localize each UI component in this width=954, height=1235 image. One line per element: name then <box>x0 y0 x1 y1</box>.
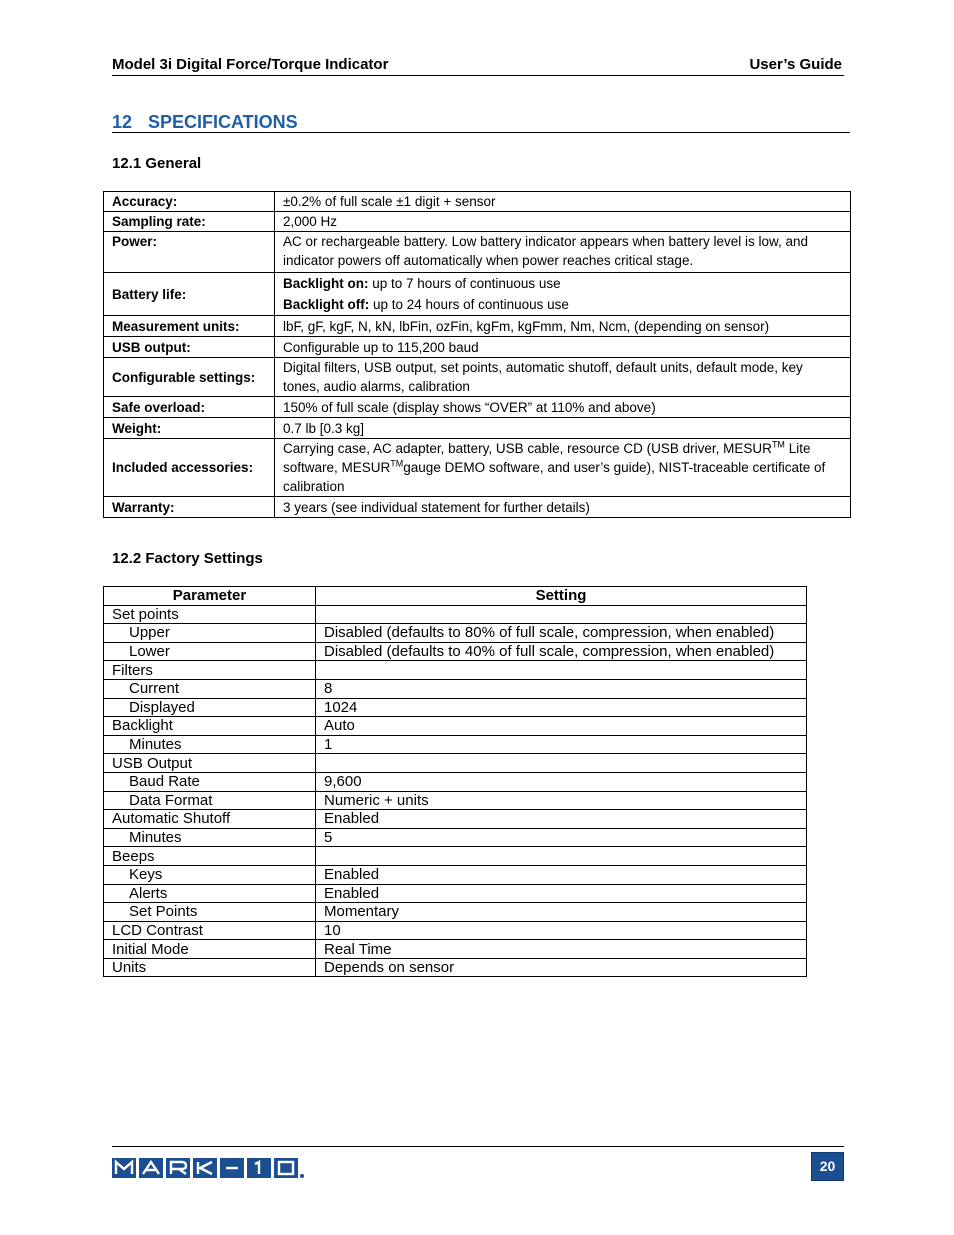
parameter-cell: Upper <box>104 624 316 643</box>
footer-rule <box>112 1146 844 1147</box>
table-row <box>104 828 807 847</box>
setting-cell: 9,600 <box>316 772 807 791</box>
table-row <box>104 958 807 977</box>
spec-label: Weight: <box>104 418 275 439</box>
setting-cell <box>316 847 807 866</box>
parameter-cell: Initial Mode <box>104 940 316 959</box>
table-row <box>104 698 807 717</box>
setting-cell: 8 <box>316 679 807 698</box>
table-row <box>104 903 807 922</box>
parameter-cell: Beeps <box>104 847 316 866</box>
factory-heading: 12.2 Factory Settings <box>112 550 263 567</box>
accessories-text-1: Carrying case, AC adapter, battery, USB cable, resource CD (USB driver, MESUR <box>283 441 772 456</box>
spec-value: Digital filters, USB output, set points, automatic shutoff, default units, default mode, key tones, audio alarms, calibration <box>275 358 851 397</box>
accessories-text-3: gauge DEMO software, and user’s guide), NIST-traceable certificate of calibration <box>283 460 826 494</box>
guide-label: User’s Guide <box>749 56 842 73</box>
spec-value: 3 years (see individual statement for further details) <box>275 497 851 518</box>
parameter-cell: Current <box>104 679 316 698</box>
parameter-cell: LCD Contrast <box>104 921 316 940</box>
parameter-cell: Alerts <box>104 884 316 903</box>
table-row <box>104 940 807 959</box>
backlight-on-label: Backlight on: <box>283 276 369 291</box>
parameter-cell: Filters <box>104 661 316 680</box>
spec-value: AC or rechargeable battery. Low battery indicator appears when battery level is low, and indicator powers off automatically when power reaches critical stage. <box>275 232 851 273</box>
setting-cell: Momentary <box>316 903 807 922</box>
table-row <box>104 847 807 866</box>
page-number: 20 <box>811 1152 844 1181</box>
spec-value: lbF, gF, kgF, N, kN, lbFin, ozFin, kgFm, kgFmm, Nm, Ncm, (depending on sensor) <box>275 316 851 337</box>
spec-label: Accuracy: <box>104 192 275 212</box>
spec-row-accessories <box>104 439 851 497</box>
factory-settings-table <box>103 586 807 977</box>
backlight-off-label: Backlight off: <box>283 297 370 312</box>
parameter-cell: Baud Rate <box>104 772 316 791</box>
table-row <box>104 642 807 661</box>
spec-row-usb <box>104 337 851 358</box>
setting-cell: Depends on sensor <box>316 958 807 977</box>
spec-label: Configurable settings: <box>104 358 275 397</box>
spec-value <box>275 439 851 497</box>
parameter-cell: Automatic Shutoff <box>104 810 316 829</box>
spec-value: 0.7 lb [0.3 kg] <box>275 418 851 439</box>
table-row <box>104 605 807 624</box>
parameter-cell: Units <box>104 958 316 977</box>
spec-value: Configurable up to 115,200 baud <box>275 337 851 358</box>
setting-cell: Numeric + units <box>316 791 807 810</box>
section-title: SPECIFICATIONS <box>148 112 298 132</box>
parameter-cell: Set points <box>104 605 316 624</box>
backlight-on-line <box>283 273 842 294</box>
spec-row-accuracy <box>104 192 851 212</box>
trademark-mark: TM <box>390 458 404 469</box>
parameter-cell: Minutes <box>104 828 316 847</box>
spec-label: Battery life: <box>104 273 275 316</box>
table-row <box>104 921 807 940</box>
spec-value: 150% of full scale (display shows “OVER” at 110% and above) <box>275 397 851 418</box>
trademark-mark: TM <box>771 439 785 450</box>
spec-row-sampling <box>104 212 851 232</box>
spec-value <box>275 273 851 316</box>
general-heading: 12.1 General <box>112 155 202 172</box>
spec-row-weight <box>104 418 851 439</box>
setting-cell: Enabled <box>316 884 807 903</box>
table-row <box>104 754 807 773</box>
spec-label: Sampling rate: <box>104 212 275 232</box>
setting-cell: Real Time <box>316 940 807 959</box>
column-header-setting: Setting <box>316 587 807 606</box>
setting-cell: 10 <box>316 921 807 940</box>
parameter-cell: Set Points <box>104 903 316 922</box>
table-row <box>104 679 807 698</box>
spec-label: Measurement units: <box>104 316 275 337</box>
table-row <box>104 865 807 884</box>
spec-row-units <box>104 316 851 337</box>
spec-row-overload <box>104 397 851 418</box>
setting-cell: 1024 <box>316 698 807 717</box>
accessories-text-2: Lite software, MESUR <box>283 441 811 475</box>
table-row <box>104 791 807 810</box>
backlight-on-value: up to 7 hours of continuous use <box>368 276 561 291</box>
parameter-cell: USB Output <box>104 754 316 773</box>
section-heading <box>112 111 850 133</box>
setting-cell <box>316 661 807 680</box>
setting-cell: Disabled (defaults to 80% of full scale, compression, when enabled) <box>316 624 807 643</box>
setting-cell: Enabled <box>316 810 807 829</box>
column-header-parameter: Parameter <box>104 587 316 606</box>
factory-settings-body <box>104 605 807 977</box>
document-title: Model 3i Digital Force/Torque Indicator <box>112 56 389 73</box>
section-number: 12 <box>112 112 133 132</box>
setting-cell: 5 <box>316 828 807 847</box>
spec-label: Included accessories: <box>104 439 275 497</box>
parameter-cell: Keys <box>104 865 316 884</box>
table-row <box>104 772 807 791</box>
spec-label: Warranty: <box>104 497 275 518</box>
spec-value: 2,000 Hz <box>275 212 851 232</box>
table-row <box>104 624 807 643</box>
setting-cell: Disabled (defaults to 40% of full scale, compression, when enabled) <box>316 642 807 661</box>
general-specs-table <box>103 191 851 518</box>
parameter-cell: Displayed <box>104 698 316 717</box>
spec-row-warranty <box>104 497 851 518</box>
spec-row-config <box>104 358 851 397</box>
setting-cell: Auto <box>316 717 807 736</box>
setting-cell <box>316 754 807 773</box>
setting-cell <box>316 605 807 624</box>
spec-label: Safe overload: <box>104 397 275 418</box>
page-header <box>112 55 844 76</box>
spec-row-power <box>104 232 851 273</box>
parameter-cell: Lower <box>104 642 316 661</box>
mark-10-logo <box>112 1157 306 1179</box>
table-row <box>104 717 807 736</box>
table-row <box>104 884 807 903</box>
parameter-cell: Backlight <box>104 717 316 736</box>
setting-cell: 1 <box>316 735 807 754</box>
table-header-row <box>104 587 807 606</box>
backlight-off-line <box>283 294 842 315</box>
table-row <box>104 810 807 829</box>
spec-row-battery <box>104 273 851 316</box>
parameter-cell: Data Format <box>104 791 316 810</box>
spec-label: USB output: <box>104 337 275 358</box>
setting-cell: Enabled <box>316 865 807 884</box>
parameter-cell: Minutes <box>104 735 316 754</box>
table-row <box>104 661 807 680</box>
table-row <box>104 735 807 754</box>
spec-label: Power: <box>104 232 275 273</box>
backlight-off-value: up to 24 hours of continuous use <box>369 297 569 312</box>
spec-value: ±0.2% of full scale ±1 digit + sensor <box>275 192 851 212</box>
